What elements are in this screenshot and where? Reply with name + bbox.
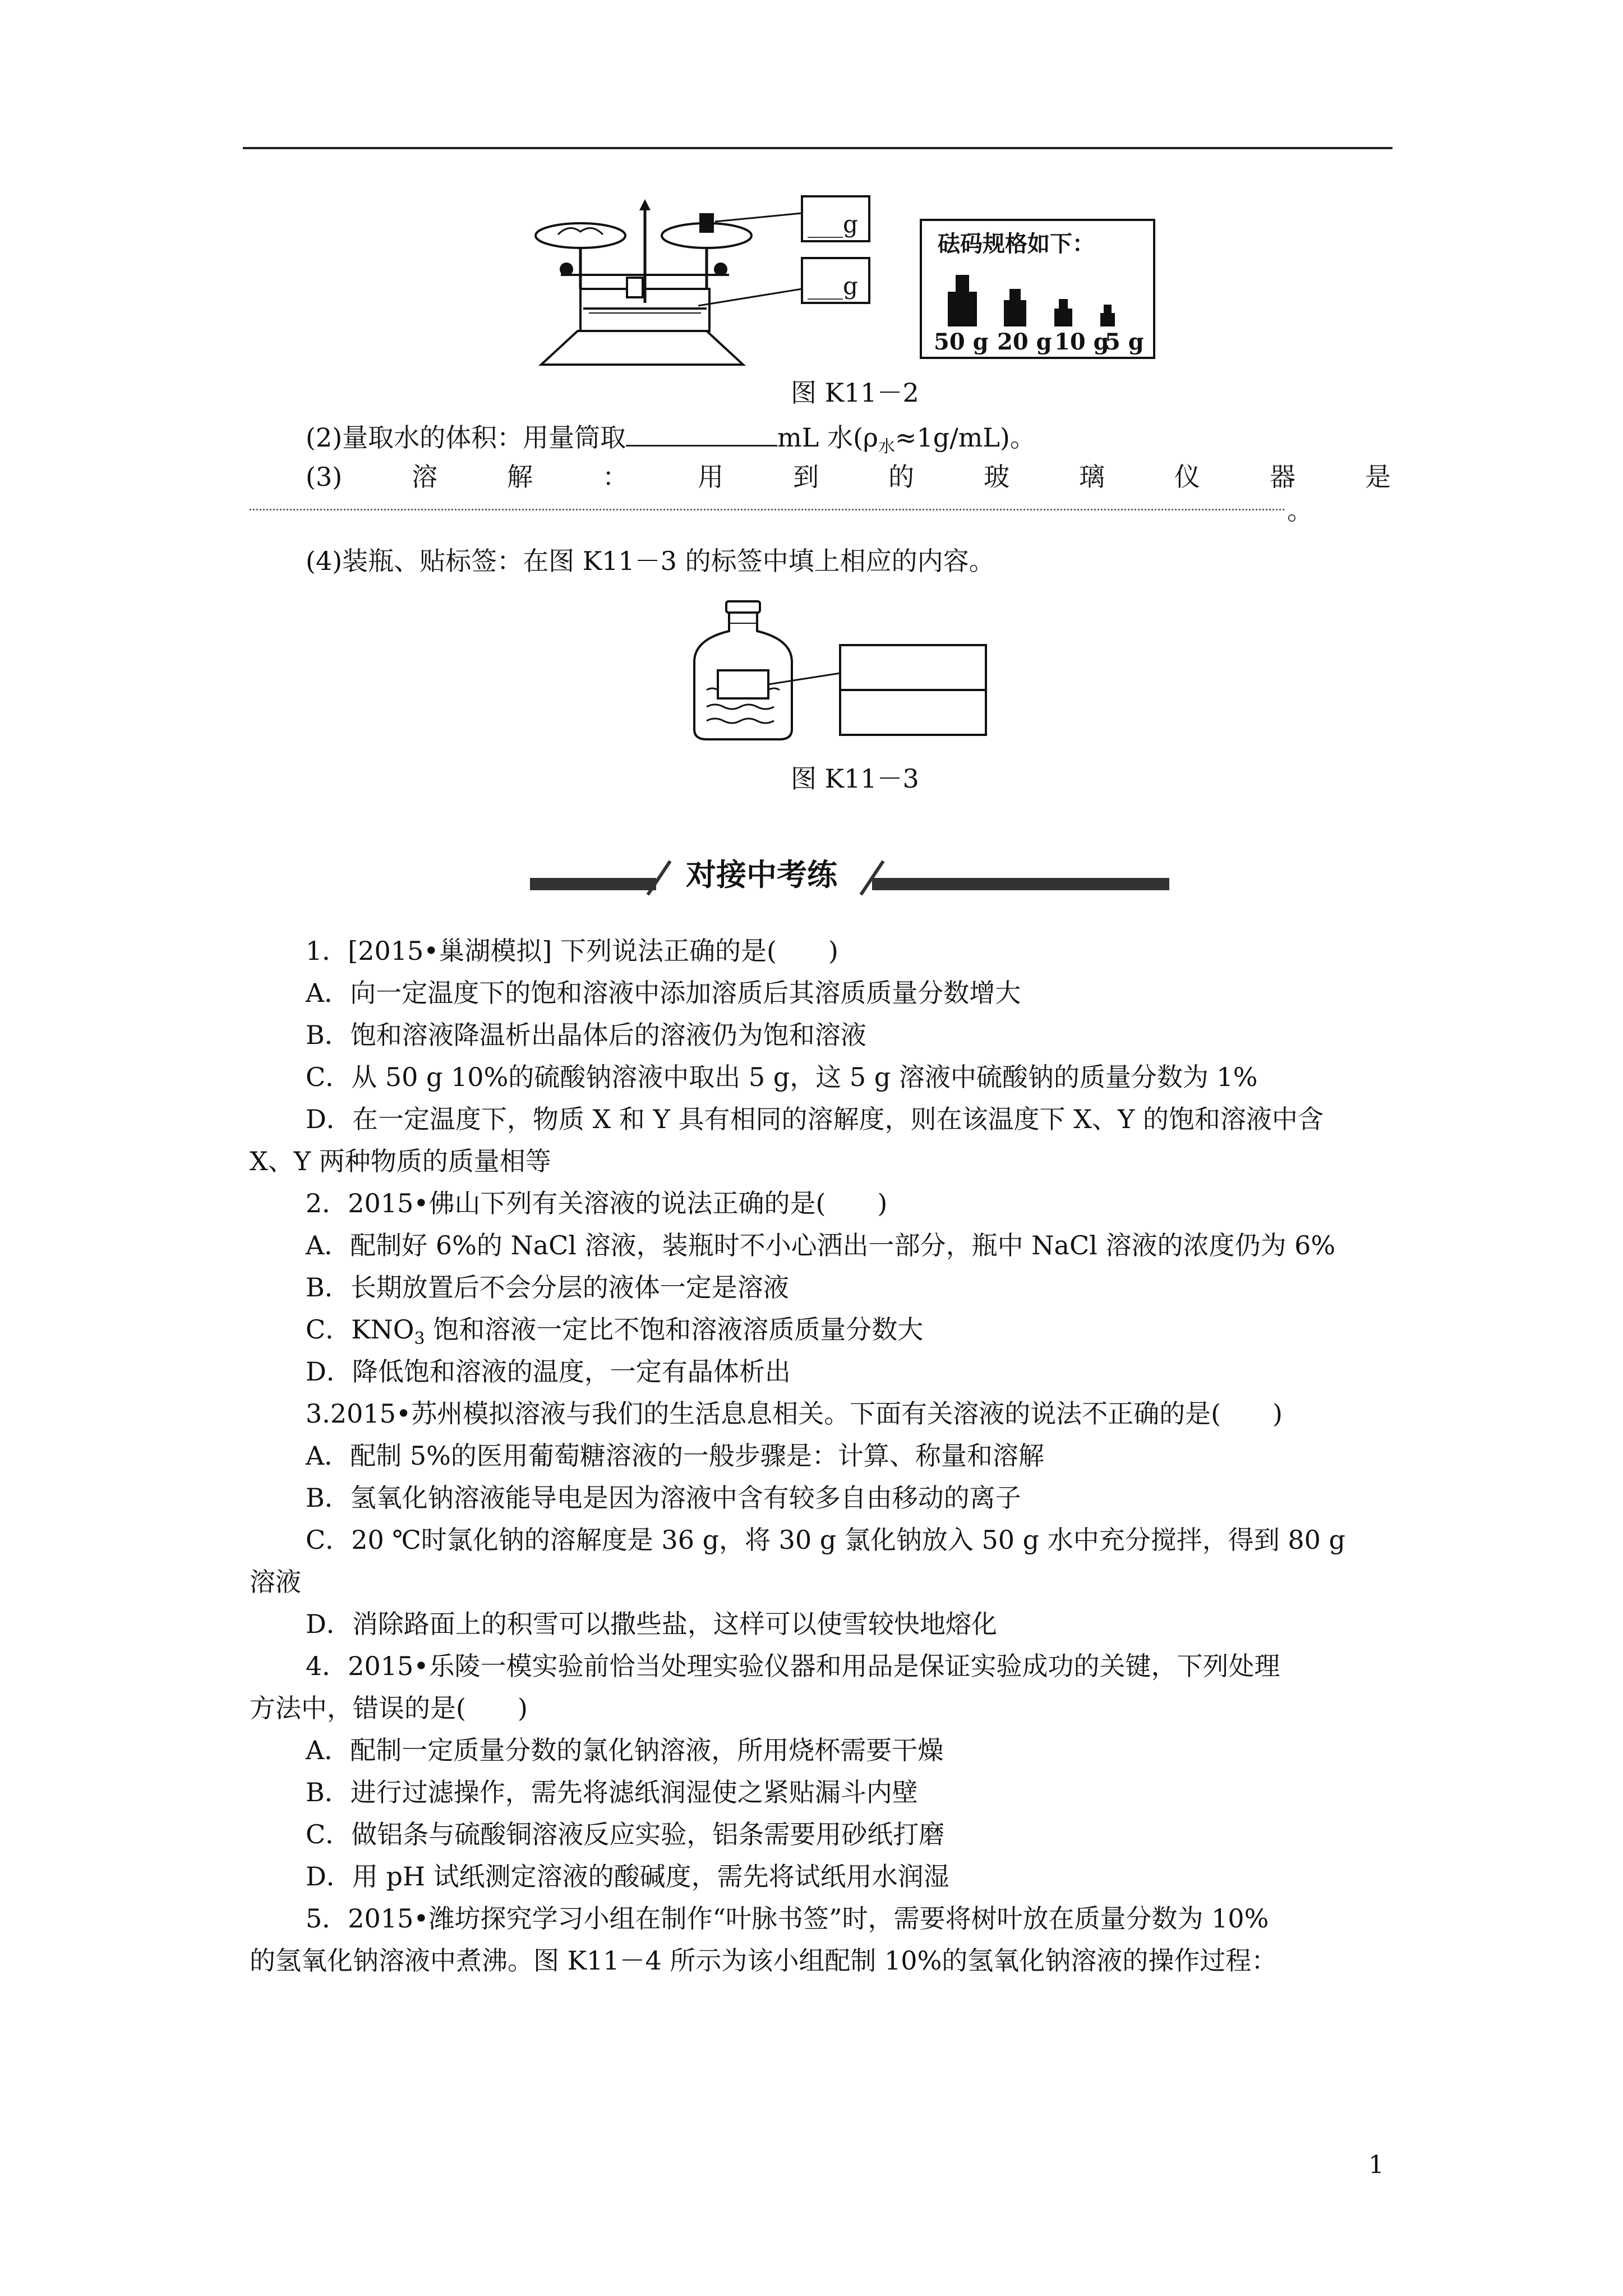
q3-char: 溶 xyxy=(412,462,438,492)
reagent-bottle-figure xyxy=(690,600,1004,746)
question-1-option-d-cont: X、Y 两种物质的质量相等 xyxy=(250,1146,551,1176)
q3-char: 的 xyxy=(888,462,915,492)
question-3-option-b: B．氢氧化钠溶液能导电是因为溶液中含有较多自由移动的离子 xyxy=(306,1483,1021,1513)
question-5-stem: 5．2015•潍坊探究学习小组在制作“叶脉书签”时，需要将树叶放在质量分数为 10% xyxy=(306,1903,1269,1934)
question-2-option-d: D．降低饱和溶液的温度，一定有晶体析出 xyxy=(306,1356,791,1387)
q3-char: ： xyxy=(602,462,629,492)
section-title: 对接中考练 xyxy=(686,857,837,892)
q3-char: 仪 xyxy=(1174,462,1201,492)
figure-caption-k11-3: 图 K11－3 xyxy=(791,763,919,794)
q3-char: 是 xyxy=(1365,462,1391,492)
question-2-stem: 2．2015•佛山下列有关溶液的说法正确的是( ) xyxy=(306,1188,888,1218)
q3-char: (3) xyxy=(306,462,343,492)
question-1-stem: 1．[2015•巢湖模拟] 下列说法正确的是( ) xyxy=(306,936,838,966)
q3-end: 。 xyxy=(1287,495,1313,526)
question-2-option-c xyxy=(306,1313,923,1356)
weight-label-10g: 10 g xyxy=(1054,329,1109,355)
question-1-option-a: A．向一定温度下的饱和溶液中添加溶质后其溶质质量分数增大 xyxy=(306,978,1021,1008)
weight-spec-title: 砝码规格如下： xyxy=(938,231,1095,257)
q3-char: 解 xyxy=(507,462,533,492)
question-2-option-b: B．长期放置后不会分层的液体一定是溶液 xyxy=(306,1272,789,1303)
question-3-option-a: A．配制 5%的医用葡萄糖溶液的一般步骤是：计算、称量和溶解 xyxy=(306,1441,1044,1471)
q3-char: 玻 xyxy=(984,462,1010,492)
q3-char: 到 xyxy=(793,462,819,492)
q2c-suffix: 饱和溶液一定比不饱和溶液溶质质量分数大 xyxy=(425,1314,924,1345)
q2c-prefix: C．KNO xyxy=(306,1314,414,1345)
q2-suffix: mL 水(ρ xyxy=(777,422,878,453)
question-4-stem: 4．2015•乐陵一模实验前恰当处理实验仪器和用品是保证实验成功的关键，下列处理 xyxy=(306,1651,1280,1681)
q3-char: 用 xyxy=(698,462,724,492)
blank-grams-bottom: ___g xyxy=(808,272,858,300)
question-3-option-c-cont: 溶液 xyxy=(250,1567,301,1597)
blank-grams-top: ___g xyxy=(808,210,858,238)
weight-label-5g: 5 g xyxy=(1105,329,1144,355)
question-2-line xyxy=(306,418,1036,464)
q3-char: 器 xyxy=(1270,462,1296,492)
q2-subscript: 水 xyxy=(878,437,895,457)
volume-blank xyxy=(626,418,777,447)
figure-caption-k11-2: 图 K11－2 xyxy=(791,378,919,408)
question-4-option-a: A．配制一定质量分数的氯化钠溶液，所用烧杯需要干燥 xyxy=(306,1735,944,1765)
question-1-option-c: C．从 50 g 10%的硫酸钠溶液中取出 5 g，这 5 g 溶液中硫酸钠的质量分数为 1% xyxy=(306,1062,1258,1092)
question-2-option-a: A．配制好 6%的 NaCl 溶液，装瓶时不小心洒出一部分，瓶中 NaCl 溶液的浓度仍为 6% xyxy=(306,1230,1336,1260)
question-5-stem-cont: 的氢氧化钠溶液中煮沸。图 K11－4 所示为该小组配制 10%的氢氧化钠溶液的操作过程： xyxy=(250,1945,1278,1976)
question-4-line: (4)装瓶、贴标签：在图 K11－3 的标签中填上相应的内容。 xyxy=(306,546,995,576)
q2-tail: ≈1g/mL)。 xyxy=(895,422,1036,453)
question-3-option-c: C．20 ℃时氯化钠的溶解度是 36 g，将 30 g 氯化钠放入 50 g 水中充分搅拌，得到 80 g xyxy=(306,1525,1345,1555)
q2c-subscript: 3 xyxy=(414,1329,425,1349)
question-4-stem-cont: 方法中，错误的是( ) xyxy=(250,1693,528,1723)
instrument-answer-blank xyxy=(250,509,1284,510)
weight-label-50g: 50 g xyxy=(934,329,989,355)
question-1-option-d: D．在一定温度下，物质 X 和 Y 具有相同的溶解度，则在该温度下 X、Y 的饱和溶液中含 xyxy=(306,1104,1324,1134)
question-3-option-d: D．消除路面上的积雪可以撒些盐，这样可以使雪较快地熔化 xyxy=(306,1609,997,1639)
q2-prefix: (2)量取水的体积：用量筒取 xyxy=(306,422,626,453)
q3-char: 璃 xyxy=(1079,462,1105,492)
question-3-line xyxy=(306,460,1391,494)
question-3-stem: 3.2015•苏州模拟溶液与我们的生活息息相关。下面有关溶液的说法不正确的是( ) xyxy=(306,1398,1283,1429)
header-rule xyxy=(243,147,1393,149)
question-4-option-d: D．用 pH 试纸测定溶液的酸碱度，需先将试纸用水润湿 xyxy=(306,1861,949,1892)
weight-label-20g: 20 g xyxy=(997,329,1052,355)
page-number: 1 xyxy=(1368,2151,1384,2179)
question-4-option-b: B．进行过滤操作，需先将滤纸润湿使之紧贴漏斗内壁 xyxy=(306,1777,918,1807)
question-4-option-c: C．做铝条与硫酸铜溶液反应实验，铝条需要用砂纸打磨 xyxy=(306,1819,945,1849)
question-1-option-b: B．饱和溶液降温析出晶体后的溶液仍为饱和溶液 xyxy=(306,1020,866,1050)
